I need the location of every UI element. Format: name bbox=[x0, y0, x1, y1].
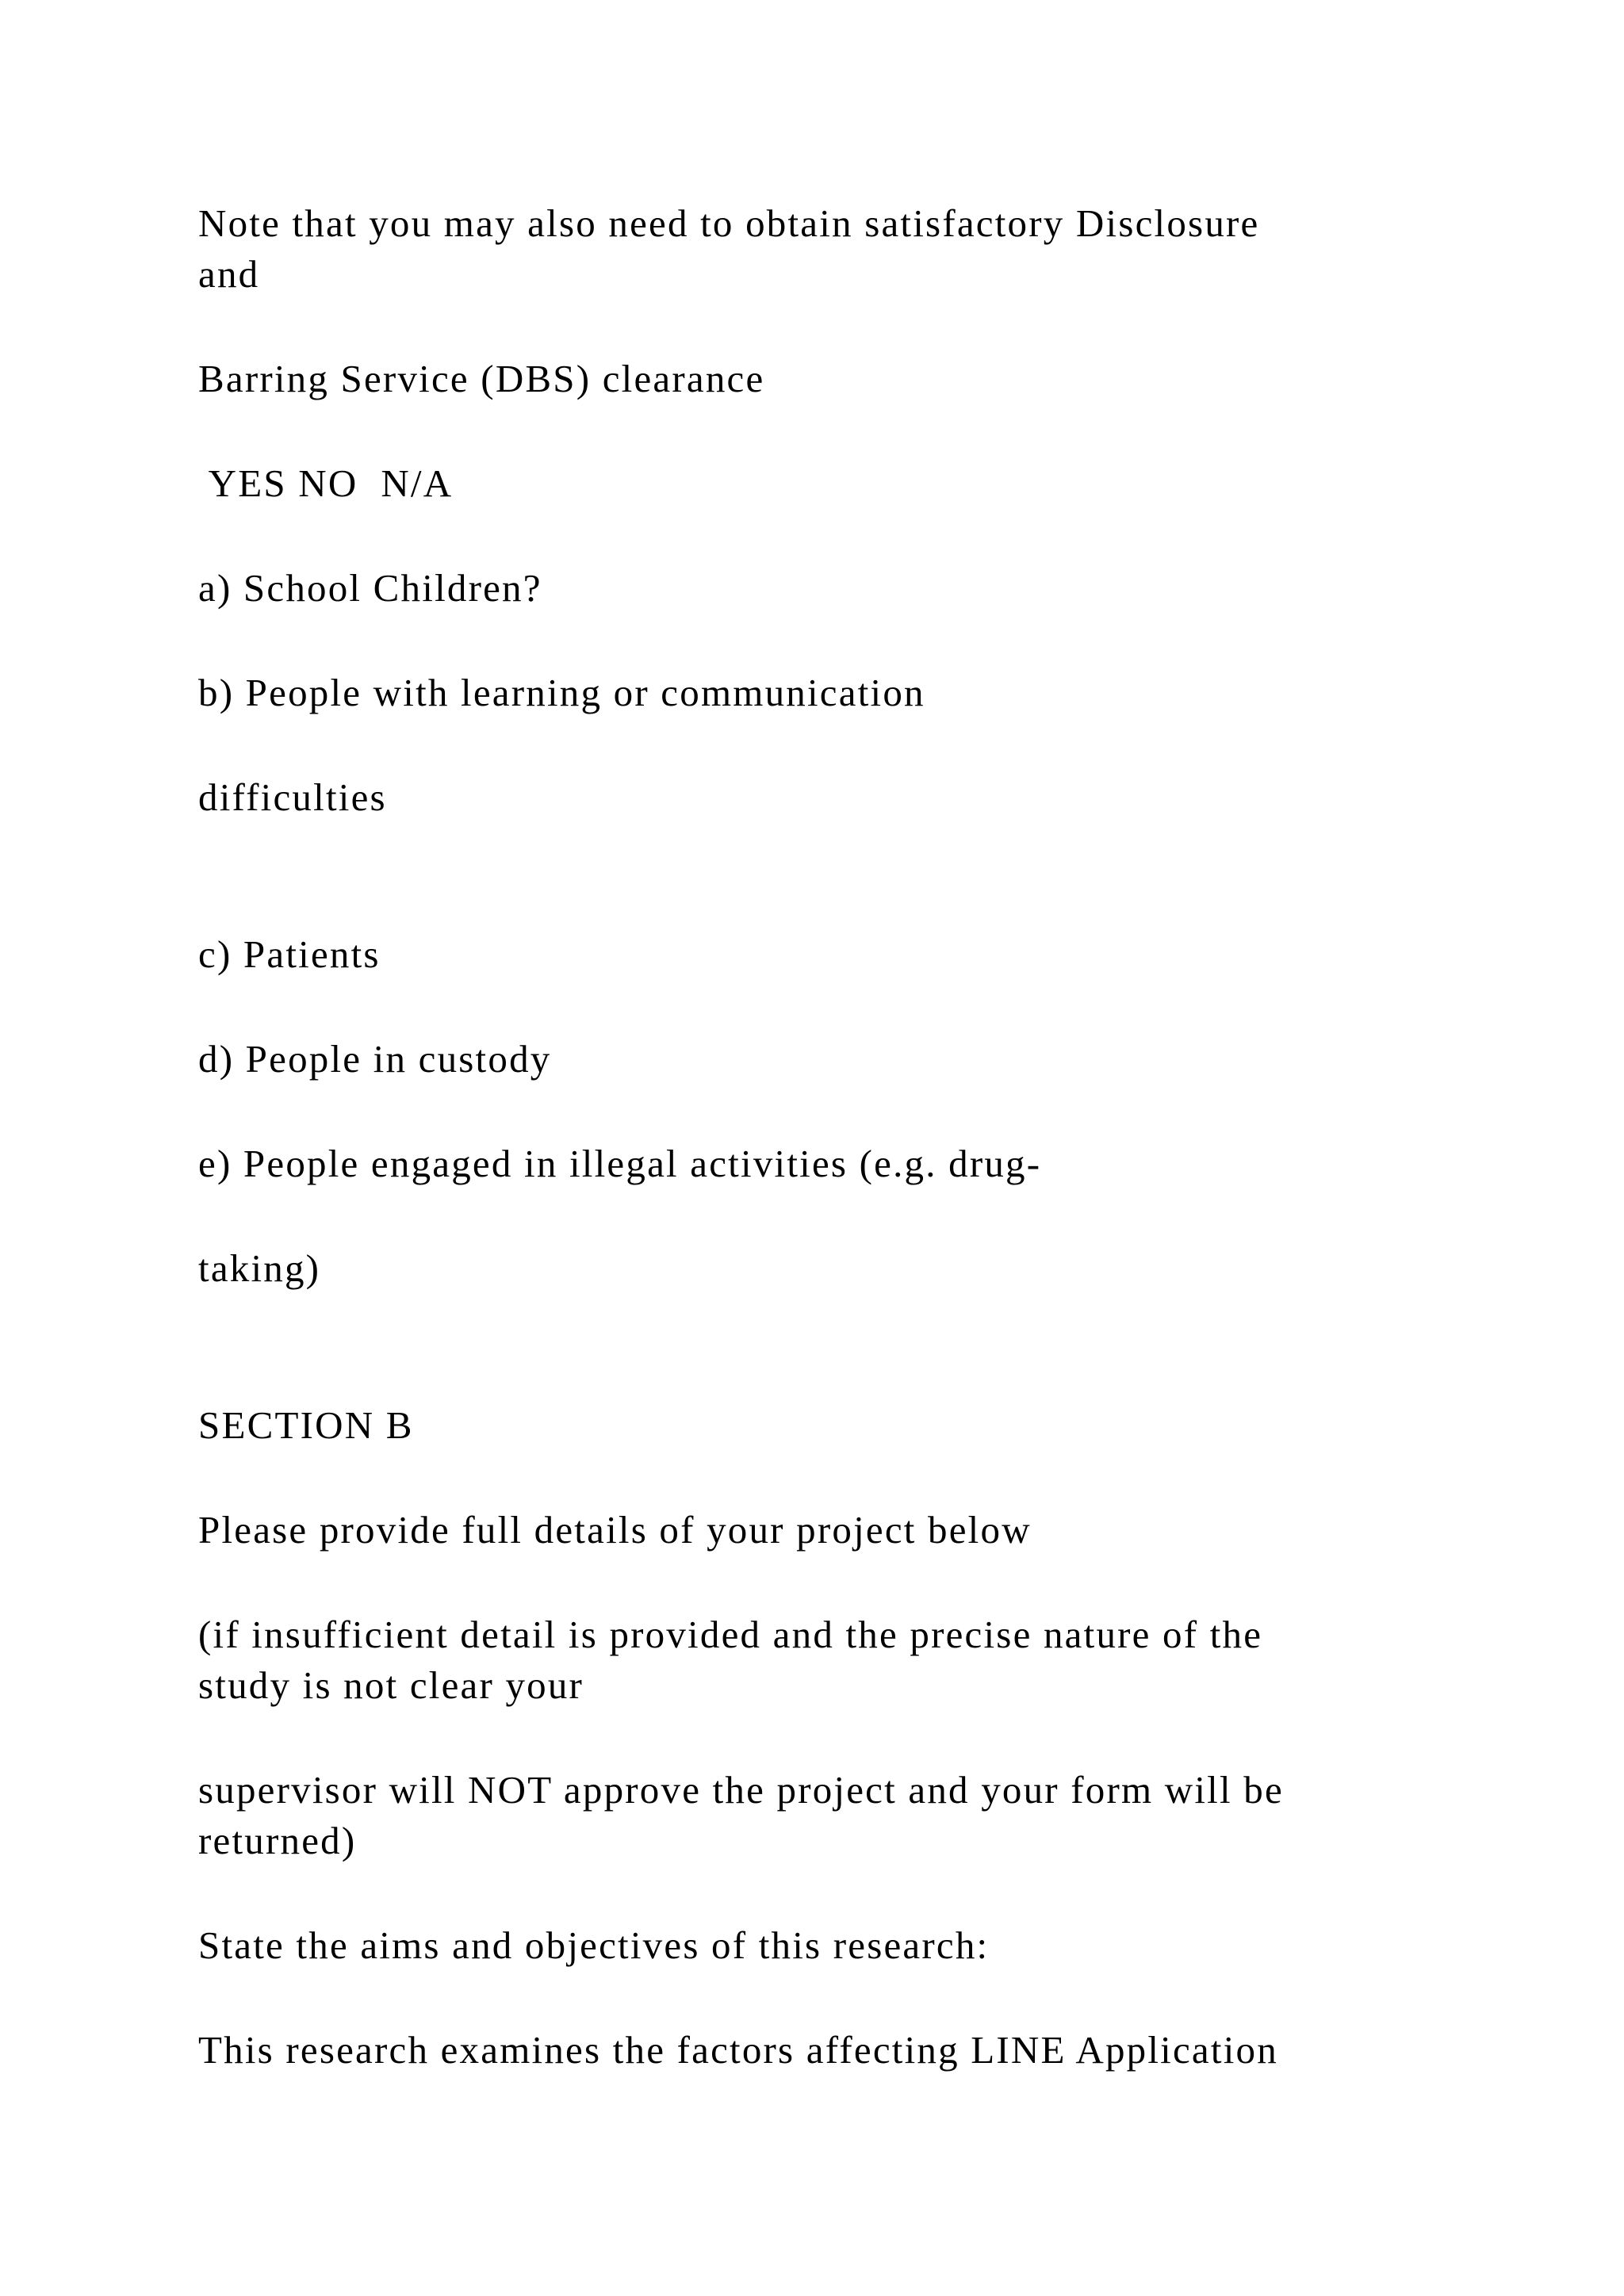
item-d-people-in-custody: d) People in custody bbox=[198, 1037, 552, 1081]
aims-objectives-prompt: State the aims and objectives of this research: bbox=[198, 1923, 990, 1967]
text-line-disclosure-note: Note that you may also need to obtain satisfactory Disclosure bbox=[198, 201, 1260, 245]
section-b-heading: SECTION B bbox=[198, 1403, 414, 1447]
text-line-and: and bbox=[198, 252, 260, 296]
text-line-dbs-clearance: Barring Service (DBS) clearance bbox=[198, 357, 765, 400]
item-a-school-children: a) School Children? bbox=[198, 566, 542, 610]
yes-no-na-header: YES NO N/A bbox=[198, 461, 454, 505]
item-c-patients: c) Patients bbox=[198, 932, 381, 976]
item-e-continued: taking) bbox=[198, 1246, 321, 1290]
item-b-continued: difficulties bbox=[198, 775, 387, 819]
item-e-illegal-activities: e) People engaged in illegal activities (e.g. drug- bbox=[198, 1142, 1042, 1185]
supervisor-approval-note-continued: returned) bbox=[198, 1819, 357, 1862]
project-details-instruction: Please provide full details of your project below bbox=[198, 1508, 1032, 1552]
supervisor-approval-note: supervisor will NOT approve the project and your form will be bbox=[198, 1768, 1284, 1812]
insufficient-detail-note-continued: study is not clear your bbox=[198, 1663, 584, 1707]
insufficient-detail-note: (if insufficient detail is provided and the precise nature of the bbox=[198, 1613, 1263, 1656]
research-description: This research examines the factors affecting LINE Application bbox=[198, 2028, 1278, 2072]
item-b-learning-difficulties: b) People with learning or communication bbox=[198, 671, 925, 714]
